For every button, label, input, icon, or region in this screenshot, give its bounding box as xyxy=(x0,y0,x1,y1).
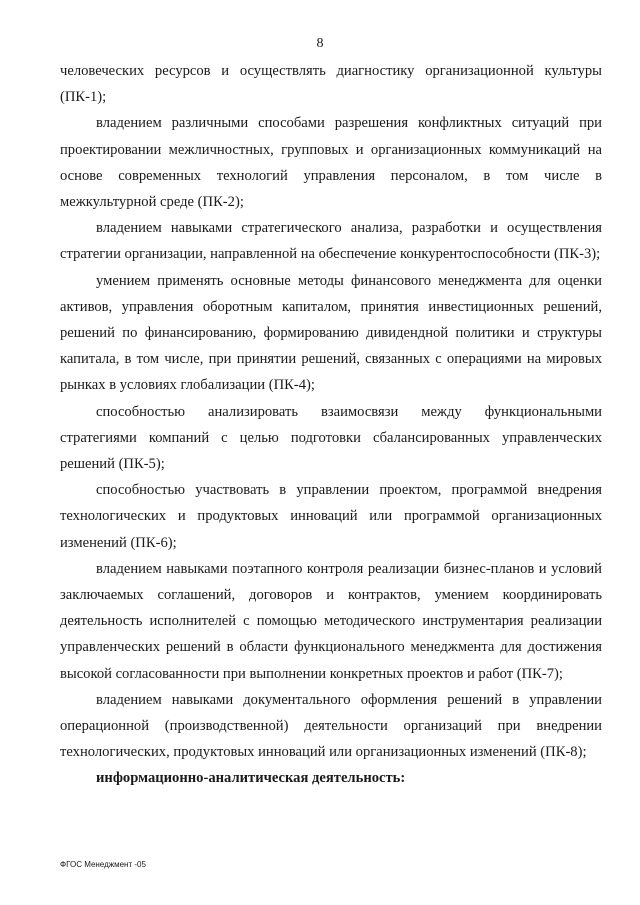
paragraph-pk7: владением навыками поэтапного контроля реализации бизнес-планов и условий заключаемых соглашений, договоров и контрактов, умением координировать деятельность исполнителей с помощью методического инструментария реализации управленческих решений в области функционального менеджмента для достижения высокой согласованности при выполнении конкретных проектов и работ (ПК-7); xyxy=(60,560,602,682)
paragraph-pk3: владением навыками стратегического анализа, разработки и осуществления стратегии организации, направленной на обеспечение конкурентоспособности (ПК-3); xyxy=(60,220,602,263)
paragraph-pk4: умением применять основные методы финансового менеджмента для оценки активов, управления оборотным капиталом, принятия инвестиционных решений, решений по финансированию, формированию дивидендной политики и структуры капитала, в том числе, при принятии решений, связанных с операциями на мировых рынках в условиях глобализации (ПК-4); xyxy=(60,272,602,394)
paragraph-pk2: владением различными способами разрешения конфликтных ситуаций при проектировании межличностных, групповых и организационных коммуникаций на основе современных технологий управления персоналом, в том числе в межкультурной среде (ПК-2); xyxy=(60,115,602,211)
paragraph-pk1-continuation: человеческих ресурсов и осуществлять диагностику организационной культуры (ПК-1); xyxy=(60,63,602,106)
page-body xyxy=(60,58,602,792)
paragraph-pk5: способностью анализировать взаимосвязи между функциональными стратегиями компаний с целью подготовки сбалансированных управленческих решений (ПК-5); xyxy=(60,403,602,473)
page-number: 8 xyxy=(316,36,324,51)
paragraph-pk6: способностью участвовать в управлении проектом, программой внедрения технологических и продуктовых инноваций или программой организационных изменений (ПК-6); xyxy=(60,482,602,551)
document-footer: ФГОС Менеджмент -05 xyxy=(60,860,146,869)
section-heading: информационно-аналитическая деятельность: xyxy=(96,770,406,787)
paragraph-pk8: владением навыками документального оформления решений в управлении операционной (производственной) деятельности организаций при внедрении технологических, продуктовых инноваций или организационных изменений (ПК-8); xyxy=(60,691,602,761)
